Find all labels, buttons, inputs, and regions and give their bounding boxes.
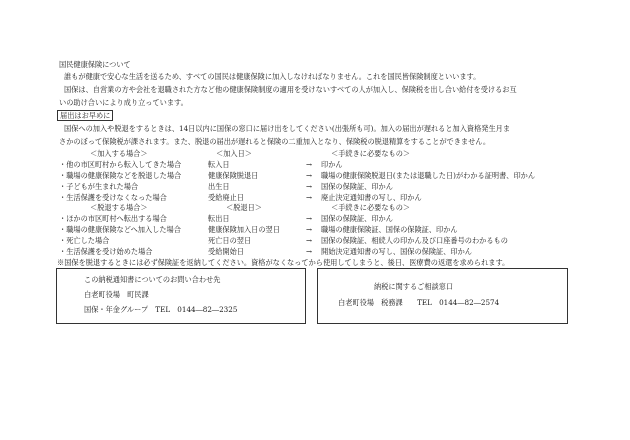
arrow-icon: → (306, 160, 313, 169)
leave-header-case: ＜脱退する場合＞ (90, 203, 148, 212)
arrow-icon: → (306, 193, 313, 202)
arrow-icon: → (306, 225, 313, 234)
section-label: 届出はお早めに (57, 110, 113, 121)
notice-page: 国民健康保険について 誰もが健康で安心な生活を送るため、すべての国民は健康保険に加入しなければなりません。これを国民皆保険制度といいます。 国保は、自営業の方や会社を退職された方など他の健康保険制度の適用を受けないすべての人が加入し、保険税を出し合い給付を受けるお互 いの助け合いにより成り立っています。 届出はお早めに 国保への加入や脱退をするときは、14日以内に国保の窓口に届け出をしてください(出張所も可)。加入の届出が遅れると加入資格発生月ま さかのぼって保険税が課されます。また、脱退の届出が遅れると保険の二重加入となり、保険税の脱退精算をすることができません。 ＜加入する場合＞ ＜加入日＞ ＜手続きに必要なもの＞ ・他の市区町村から転入してきた場合 転入日 → 印かん ・職場の健康保険などを脱退した場合 健康保険脱退日 → 職場の健康保険脱退日(または退職した日)がわかる証明書、印かん ・子どもが生まれた場合 出生日 → 国保の保険証、印かん ・生活保護を受けなくなった場合 受給廃止日 → 廃止決定通知書の写し、印かん ＜脱退する場合＞ ＜脱退日＞ ＜手続きに必要なもの＞ ・ほかの市区町村へ転出する場合 転出日 → 国保の保険証、印かん ・職場の健康保険などへ加入した場合 健康保険加入日の翌日 → 職場の健康保険証、国保の保険証、印かん ・死亡した場合 死亡日の翌日 → 国保の保険証、相続人の印かん及び口座番号のわかるもの ・生活保護を受け始めた場合 受給開始日 → 開始決定通知書の写し、国保の保険証、印かん ※国保を脱退するときには必ず保険証を返納してください。資格がなくなってから使用してしまうと、後日、医療費の返還を求められます。 この納税通知書についてのお問い合わせ先 白老町役場 町民課 国保・年金グループ TEL 0144―82―2325 納税に関するご相談窓口 白老町役場 税務課 TEL 0144―82―2574 (0, 0, 630, 440)
inquiry-heading: この納税通知書についてのお問い合わせ先 (84, 275, 221, 284)
notice-para-1: 国保への加入や脱退をするときは、14日以内に国保の窓口に届け出をしてください(出張所も可)。加入の届出が遅れると加入資格発生月ま (64, 124, 511, 133)
tax-consultation-box (317, 268, 568, 324)
consultation-heading: 納税に関するご相談窓口 (374, 282, 454, 291)
arrow-icon: → (306, 236, 313, 245)
tax-notice-inquiry-box (56, 268, 306, 324)
arrow-icon: → (306, 182, 313, 191)
consultation-department-phone: 白老町役場 税務課 TEL 0144―82―2574 (338, 298, 500, 307)
arrow-icon: → (306, 214, 313, 223)
join-header-case: ＜加入する場合＞ (90, 149, 148, 158)
join-header-date: ＜加入日＞ (216, 149, 252, 158)
inquiry-group-phone: 国保・年金グループ TEL 0144―82―2325 (84, 305, 238, 314)
arrow-icon: → (306, 247, 313, 256)
intro-line-2a: 国保は、自営業の方や会社を退職された方など他の健康保険制度の適用を受けないすべての人が加入し、保険税を出し合い給付を受けるお互 (64, 85, 517, 94)
return-card-note: ※国保を脱退するときには必ず保険証を返納してください。資格がなくなってから使用してしまうと、後日、医療費の返還を求められます。 (57, 258, 510, 267)
arrow-icon: → (306, 171, 313, 180)
join-header-docs: ＜手続きに必要なもの＞ (331, 149, 411, 158)
inquiry-department: 白老町役場 町民課 (84, 290, 149, 299)
intro-line-1: 誰もが健康で安心な生活を送るため、すべての国民は健康保険に加入しなければなりません。これを国民皆保険制度といいます。 (64, 72, 481, 81)
notice-para-2: さかのぼって保険税が課されます。また、脱退の届出が遅れると保険の二重加入となり、保険税の脱退精算をすることができません。 (59, 137, 491, 146)
doc-title: 国民健康保険について (59, 60, 131, 69)
leave-header-docs: ＜手続きに必要なもの＞ (331, 203, 411, 212)
intro-line-2b: いの助け合いにより成り立っています。 (59, 98, 188, 107)
leave-header-date: ＜脱退日＞ (226, 203, 262, 212)
